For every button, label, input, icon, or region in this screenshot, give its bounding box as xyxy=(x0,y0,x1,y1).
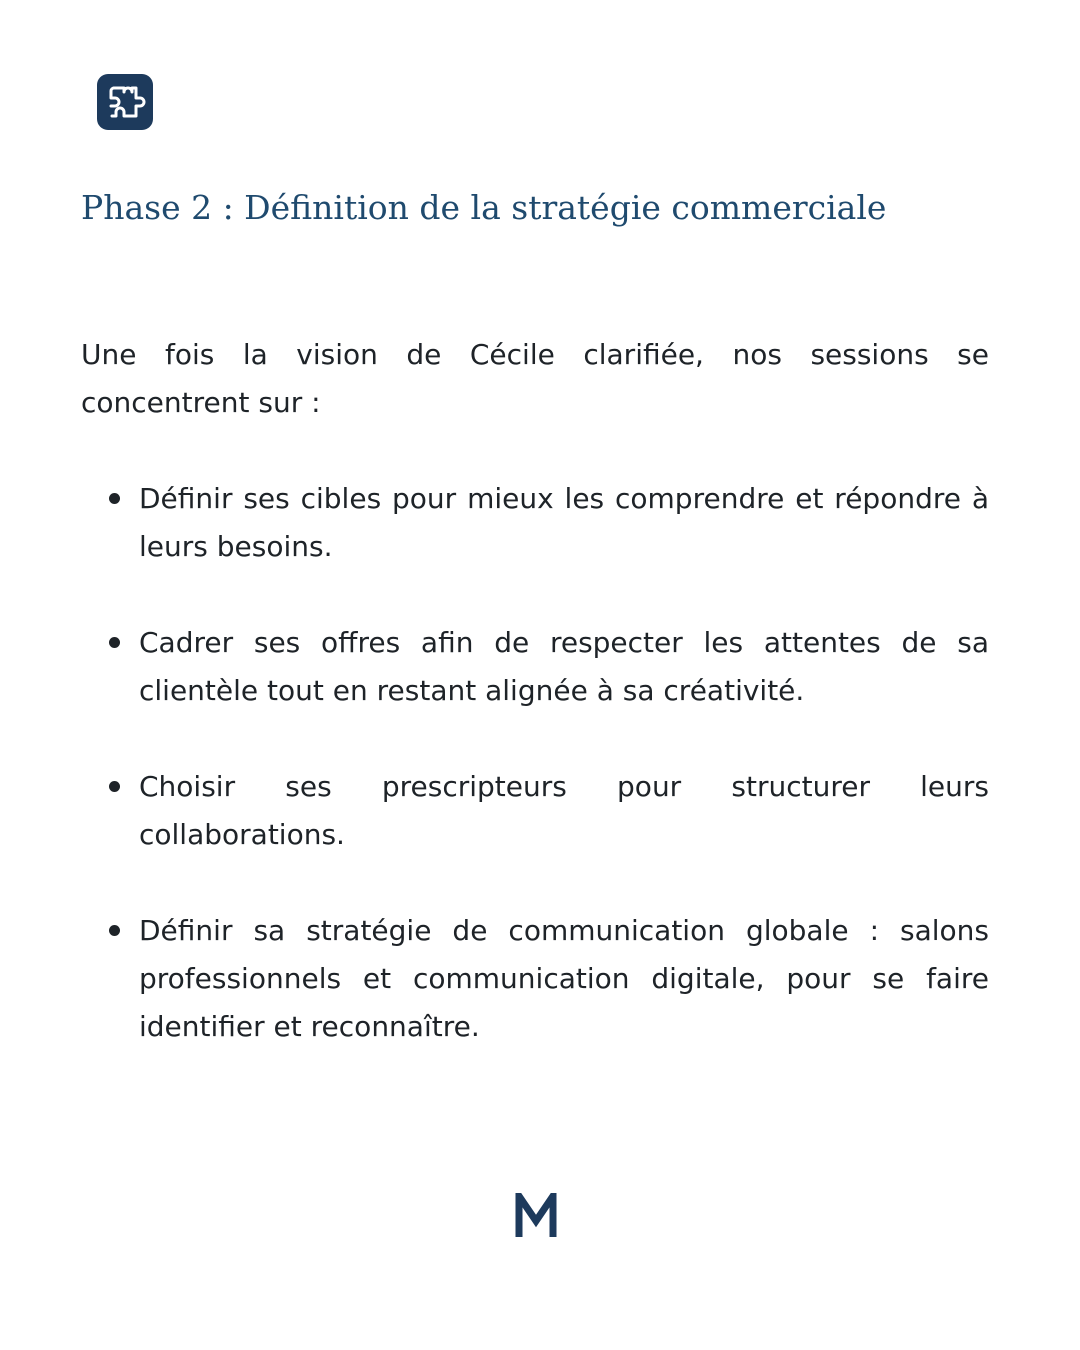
list-item xyxy=(81,475,989,571)
m-logo-icon xyxy=(514,1193,558,1239)
bullet-dot-icon xyxy=(109,637,120,648)
list-item-text: Définir ses cibles pour mieux les comprendre et répondre à leurs besoins. xyxy=(139,482,989,563)
page-title: Phase 2 : Définition de la stratégie commerciale xyxy=(81,188,887,227)
puzzle-piece-icon xyxy=(97,74,153,130)
list-item-text: Cadrer ses offres afin de respecter les attentes de sa clientèle tout en restant alignée à sa créativité. xyxy=(139,626,989,707)
list-item-text: Choisir ses prescripteurs pour structurer leurs collaborations. xyxy=(139,770,989,851)
bullet-dot-icon xyxy=(109,925,120,936)
list-item xyxy=(81,907,989,1051)
list-item-text: Définir sa stratégie de communication globale : salons professionnels et communication digitale, pour se faire identifier et reconnaître. xyxy=(139,914,989,1043)
list-item xyxy=(81,763,989,859)
bullet-dot-icon xyxy=(109,781,120,792)
list-item xyxy=(81,619,989,715)
bullet-dot-icon xyxy=(109,493,120,504)
bullet-list xyxy=(81,475,989,1099)
intro-paragraph: Une fois la vision de Cécile clarifiée, nos sessions se concentrent sur : xyxy=(81,338,989,419)
